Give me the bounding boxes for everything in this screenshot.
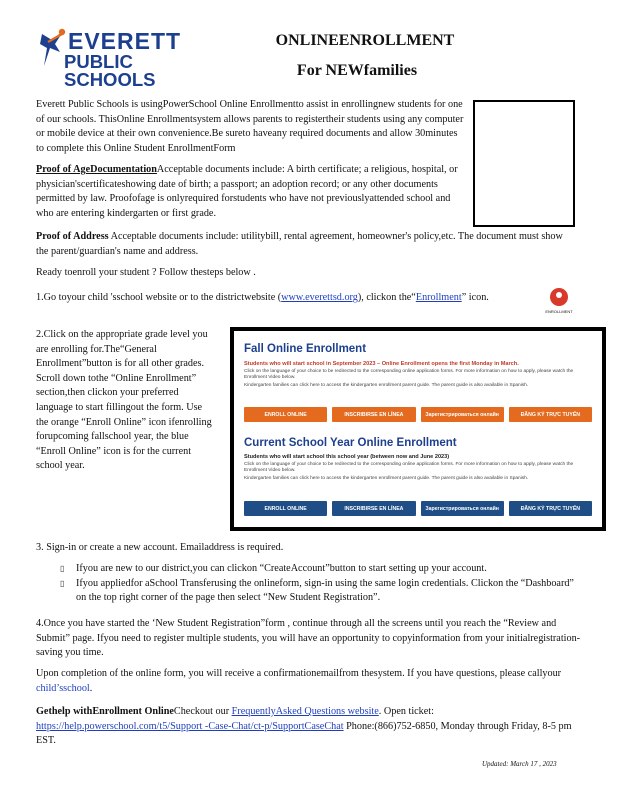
page-subtitle: For NEWfamilies — [296, 62, 418, 79]
ready-text: Ready toenroll your student ? Follow thesteps below . — [36, 267, 256, 278]
current-enrollment-desc: Click on the language of your choice to be redirected to the corresponding online application forms. For more information on how to apply, please watch the Enrollment Video below. — [244, 462, 574, 473]
proof-of-address-label: Proof of Address — [36, 231, 109, 242]
proof-of-age-label: Proof of AgeDocumentation — [36, 164, 157, 175]
step1-before: 1.Go toyour child 'sschool website or to the districtwebsite ( — [36, 292, 282, 303]
fall-enroll-spanish-button[interactable]: INSCRIBIRSE EN LÍNEA — [332, 407, 415, 422]
fall-enroll-english-button[interactable]: ENROLL ONLINE — [244, 407, 327, 422]
help-text: Checkout our — [173, 706, 232, 717]
step1-paragraph — [36, 291, 526, 306]
fall-enrollment-desc: Click on the language of your choice to be redirected to the corresponding online application forms. For more information on how to apply, please watch the Enrollment Video below. — [244, 369, 574, 380]
photo-box — [473, 100, 575, 227]
intro-paragraph: Everett Public Schools is usingPowerSchool Online Enrollmentto assist in enrollingnew students for one of our schools. ThisOnline Enrollmentsystem allows parents to registertheir students using any computer or mobile device at their own convenience.Be sureto haveany required documents and allow 30minutes to complete this Online Student EnrollmentForm — [36, 99, 464, 154]
page-title: ONLINEENROLLMENT — [275, 32, 455, 49]
enrollment-icon-caption: ENROLLMENT — [545, 309, 573, 314]
completion-text: Upon completion of the online form, you will receive a confirmationemailfrom thesystem. If you have questions, please callyour — [36, 668, 562, 679]
step3-text: 3. Sign-in or create a new account. Emailaddress is required. — [36, 542, 284, 553]
step1-mid: ), clickon the“ — [357, 292, 416, 303]
current-kindergarten-note: Kindergarten families can click here to access the kindergarten enrollment parent guide. The parent guide is also available in Spanish. — [244, 476, 529, 481]
completion-end: . — [89, 682, 93, 694]
help-label: Gethelp withEnrollment Online — [36, 706, 174, 717]
proof-of-address-text: Acceptable documents include: utilitybill, rental agreement, homeowner's policy,etc. The document must show the parent/guardian's name and address. — [36, 231, 563, 257]
current-enroll-english-button[interactable]: ENROLL ONLINE — [244, 501, 327, 516]
fall-button-row — [244, 407, 592, 422]
childs-school-link[interactable]: child’sschool — [36, 682, 90, 694]
current-enroll-russian-button[interactable]: Зарегистрироваться онлайн — [421, 501, 504, 516]
fall-enroll-vietnamese-button[interactable]: ĐĂNG KÝ TRỰC TUYẾN — [509, 407, 592, 422]
enrollment-screenshot — [230, 327, 606, 531]
faq-link[interactable]: FrequentlyAsked Questions website — [231, 706, 379, 717]
bullet-school-transfer: ▯ Ifyou appliedfor aSchool Transferusing the onlineform, sign-in using the same login credentials. Clickon the “Dashboard” on the top right corner of the page then select “New Student Registration”. — [48, 577, 578, 606]
proof-of-address-paragraph — [36, 230, 576, 259]
fall-enrollment-subtitle: Students who will start school in September 2023 – Online Enrollment opens the first Monday in March. — [244, 361, 519, 367]
current-enrollment-title: Current School Year Online Enrollment — [244, 437, 457, 449]
updated-date: Updated: March 17 , 2023 — [482, 760, 557, 768]
support-phone: Phone:(866)752-6850, Monday through Friday, 8-5 pm EST. — [36, 720, 572, 747]
enrollment-icon[interactable] — [538, 288, 580, 324]
proof-of-age-text: Acceptable documents include: A birth certificate; a religious, hospital, or physician'scertificateshowing date of birth; a passport; an adoption record; or any other documents permitted by law. Proofofage is onlyrequired forstudents who have not previouslyattended school and who are entering kindergarten or first grade. — [36, 164, 458, 219]
step2-paragraph: 2.Click on the appropriate grade level you are enrolling for.The“General Enrollment”button is for all other grades. Scroll down tothe “Online Enrollment” section,then clickon your preferred language to start fillingout the form. Use the orange “Enroll Online” icon ifenrolling forupcoming fallschool year, the blue “Enroll Online” icon is for the current school year. — [36, 329, 212, 472]
step3-bullets — [48, 562, 578, 606]
proof-of-age-paragraph — [36, 163, 464, 221]
enrollment-link[interactable]: Enrollment — [415, 292, 462, 303]
current-enroll-vietnamese-button[interactable]: ĐĂNG KÝ TRỰC TUYẾN — [509, 501, 592, 516]
bullet-new-account: ▯ Ifyou are new to our district,you can clickon “CreateAccount”button to start setting up your account. — [48, 562, 578, 577]
current-enroll-spanish-button[interactable]: INSCRIBIRSE EN LÍNEA — [332, 501, 415, 516]
logo-line1: EVERETT — [68, 28, 182, 54]
district-website-link[interactable]: www.everettsd.org — [281, 292, 358, 303]
fall-kindergarten-note: Kindergarten families can click here to access the kindergarten enrollment parent guide. The parent guide is also available in Spanish. — [244, 383, 529, 388]
support-url-link[interactable]: https://help.powerschool.com/t5/Support -Case-Chat/ct-p/SupportCaseChat — [36, 720, 344, 732]
step4-paragraph: 4.Once you have started the ‘New Student Registration”form , continue through all the screens until you reach the “Review and Submit” page. Ifyou need to register multiple students, you will have an opportunity to copyinformation from your initialregistration-saving you time. — [36, 618, 581, 659]
current-enrollment-subtitle: Students who will start school this school year (between now and June 2023) — [244, 454, 450, 460]
logo-line2: PUBLIC SCHOOLS — [64, 51, 156, 90]
everett-logo — [38, 26, 228, 90]
step1-after: ” icon. — [461, 292, 489, 303]
current-button-row — [244, 501, 592, 516]
fall-enrollment-title: Fall Online Enrollment — [244, 343, 367, 355]
help-text2: . Open ticket: — [378, 706, 434, 717]
completion-paragraph — [36, 667, 584, 696]
enrollment-badge-icon — [550, 288, 568, 306]
help-paragraph — [36, 705, 584, 749]
fall-enroll-russian-button[interactable]: Зарегистрироваться онлайн — [421, 407, 504, 422]
